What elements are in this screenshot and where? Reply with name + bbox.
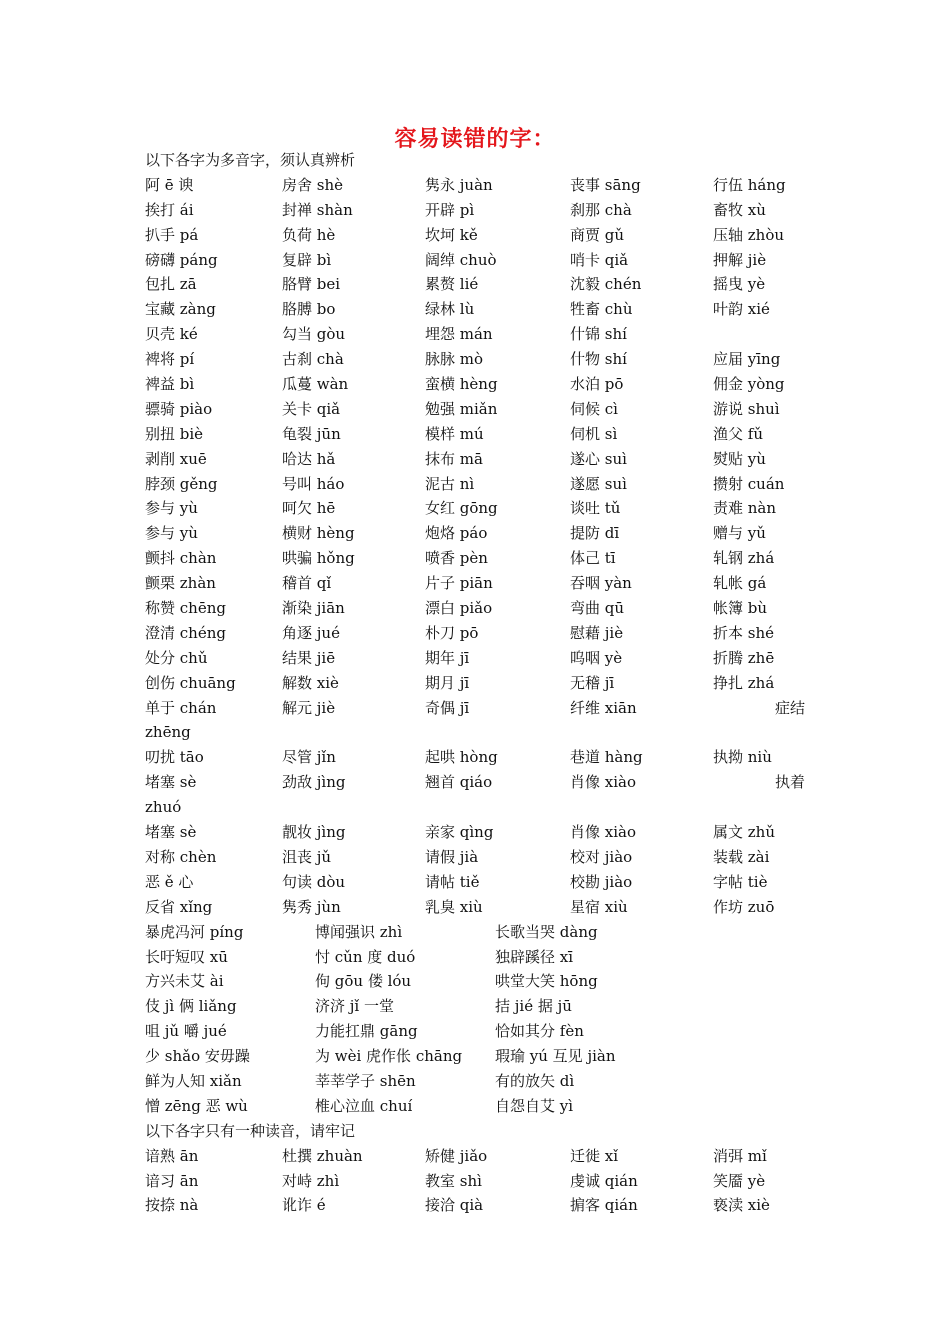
idiom-entry: 恰如其分 fèn (495, 1022, 584, 1041)
word-row (145, 1144, 825, 1169)
word-entry: 句读 dòu (282, 872, 346, 891)
word-row (145, 820, 825, 845)
word-entry: 古刹 chà (282, 350, 344, 369)
word-entry: 笑靥 yè (713, 1171, 766, 1190)
word-entry: 谈吐 tǔ (570, 499, 621, 518)
word-entry: 呜咽 yè (570, 648, 623, 667)
content-block (145, 148, 825, 1218)
word-entry: 迁徙 xǐ (570, 1146, 619, 1165)
idiom-row (145, 1069, 825, 1094)
word-entry: 称赞 chēng (145, 599, 226, 618)
word-entry: 叨扰 tāo (145, 748, 204, 767)
word-row (145, 422, 825, 447)
word-entry: 剥削 xuē (145, 449, 207, 468)
word-entry: 奇偶 jī (425, 698, 470, 717)
word-entry: 折本 shé (713, 623, 775, 642)
word-entry: 亲家 qìng (425, 823, 494, 842)
idiom-entry: 博闻强识 zhì (315, 922, 403, 941)
word-entry: 勉强 miǎn (425, 399, 498, 418)
word-entry: 校对 jiào (570, 847, 633, 866)
word-entry: 刹那 chà (570, 200, 632, 219)
word-entry: 行伍 háng (713, 175, 786, 194)
word-entry: 参与 yù (145, 499, 198, 518)
idiom-entry: 少 shǎo 安毋躁 (145, 1047, 250, 1066)
word-entry: 封禅 shàn (282, 200, 353, 219)
word-row (145, 696, 825, 721)
word-entry: 房舍 shè (282, 175, 344, 194)
word-row (145, 546, 825, 571)
word-entry: 蛮横 hèng (425, 375, 498, 394)
wrap-continuation: zhēng (145, 723, 191, 742)
word-entry: 畜牧 xù (713, 200, 766, 219)
idiom-row (145, 969, 825, 994)
word-row (145, 770, 825, 795)
word-entry: 参与 yù (145, 524, 198, 543)
idiom-entry: 莘莘学子 shēn (315, 1071, 416, 1090)
word-entry: 熨贴 yù (713, 449, 766, 468)
word-entry: 丧事 sāng (570, 175, 641, 194)
word-row (145, 173, 825, 198)
word-entry: 单于 chán (145, 698, 217, 717)
word-entry: 包扎 zā (145, 275, 197, 294)
word-entry: 谙熟 ān (145, 1146, 199, 1165)
idiom-entry: 自怨自艾 yì (495, 1096, 574, 1115)
word-entry: 解元 jiè (282, 698, 336, 717)
word-entry: 伺机 sì (570, 424, 618, 443)
word-entry: 执拗 niù (713, 748, 772, 767)
word-entry: 游说 shuì (713, 399, 780, 418)
idiom-entry: 为 wèi 虎作伥 chāng (315, 1047, 463, 1066)
idiom-row (145, 920, 825, 945)
word-row (145, 472, 825, 497)
word-row (145, 596, 825, 621)
word-row (145, 372, 825, 397)
word-entry: 纤维 xiān (570, 698, 637, 717)
word-entry: 消弭 mǐ (713, 1146, 767, 1165)
idiom-entry: 伎 jì 俩 liǎng (145, 997, 237, 1016)
word-entry: 脖颈 gěng (145, 474, 218, 493)
word-entry: 轧钢 zhá (713, 549, 775, 568)
idiom-entry: 瑕瑜 yú 互见 jiàn (495, 1047, 616, 1066)
word-entry: 号叫 háo (282, 474, 345, 493)
word-entry: 请帖 tiě (425, 872, 480, 891)
word-entry: 宝藏 zàng (145, 300, 216, 319)
word-entry: 模样 mú (425, 424, 484, 443)
word-entry: 澄清 chéng (145, 623, 226, 642)
word-entry: 脉脉 mò (425, 350, 484, 369)
word-entry: 复辟 bì (282, 250, 332, 269)
idiom-entry: 椎心泣血 chuí (315, 1096, 413, 1115)
word-entry: 处分 chǔ (145, 648, 208, 667)
word-entry: 阔绰 chuò (425, 250, 497, 269)
word-entry: 掮客 qián (570, 1196, 638, 1215)
idiom-entry: 长歌当哭 dàng (495, 922, 598, 941)
word-entry: 折腾 zhē (713, 648, 775, 667)
word-entry: 肖像 xiào (570, 773, 636, 792)
idiom-row (145, 1044, 825, 1069)
word-entry: 装载 zài (713, 847, 770, 866)
idiom-row (145, 1094, 825, 1119)
word-entry: 堵塞 sè (145, 773, 197, 792)
word-entry: 牲畜 chù (570, 300, 633, 319)
word-entry: 沈毅 chén (570, 275, 642, 294)
idiom-entry: 忖 cǔn 度 duó (315, 947, 416, 966)
word-entry: 勾当 gòu (282, 325, 346, 344)
idiom-row (145, 994, 825, 1019)
word-entry: 压轴 zhòu (713, 225, 785, 244)
word-entry: 押解 jiè (713, 250, 767, 269)
word-entry: 片子 piān (425, 574, 493, 593)
word-entry: 负荷 hè (282, 225, 336, 244)
word-row (145, 322, 825, 347)
word-entry: 坎坷 kě (425, 225, 478, 244)
word-entry: 龟裂 jūn (282, 424, 341, 443)
word-entry: 骠骑 piào (145, 399, 213, 418)
section-intro-single-reading: 以下各字只有一种读音，请牢记 (145, 1121, 356, 1140)
word-entry: 颤栗 zhàn (145, 574, 216, 593)
word-entry: 赠与 yǔ (713, 524, 766, 543)
word-entry: 哨卡 qiǎ (570, 250, 629, 269)
word-row (145, 223, 825, 248)
word-entry: 无稽 jī (570, 673, 615, 692)
word-entry: 胳臂 bei (282, 275, 341, 294)
idiom-entry: 佝 gōu 偻 lóu (315, 972, 412, 991)
word-entry: 慰藉 jiè (570, 623, 624, 642)
word-entry: 稽首 qǐ (282, 574, 332, 593)
word-entry: 教室 shì (425, 1171, 482, 1190)
word-entry: 星宿 xiù (570, 897, 628, 916)
word-entry: 靓妆 jìng (282, 823, 346, 842)
word-entry: 结果 jiē (282, 648, 336, 667)
idiom-entry: 长吁短叹 xū (145, 947, 228, 966)
word-entry: 属文 zhǔ (713, 823, 775, 842)
word-entry: 虔诚 qián (570, 1171, 638, 1190)
word-row (145, 870, 825, 895)
word-entry: 挨打 ái (145, 200, 194, 219)
word-entry: 开辟 pì (425, 200, 475, 219)
word-entry: 扒手 pá (145, 225, 199, 244)
idiom-entry: 拮 jié 据 jū (495, 997, 572, 1016)
word-entry: 颤抖 chàn (145, 549, 217, 568)
word-entry: 沮丧 jǔ (282, 847, 332, 866)
word-entry: 按捺 nà (145, 1196, 199, 1215)
word-entry: 呵欠 hē (282, 499, 336, 518)
word-entry: 遂愿 suì (570, 474, 627, 493)
word-row (145, 272, 825, 297)
page-title: 容易读错的字： (394, 126, 556, 152)
word-row (145, 496, 825, 521)
word-entry: 体己 tī (570, 549, 616, 568)
word-entry: 攒射 cuán (713, 474, 785, 493)
word-entry: 巷道 hàng (570, 748, 643, 767)
word-entry: 磅礴 páng (145, 250, 218, 269)
idiom-entry: 哄堂大笑 hōng (495, 972, 598, 991)
idiom-entry: 有的放矢 dì (495, 1071, 575, 1090)
word-row (145, 621, 825, 646)
word-entry: 炮烙 páo (425, 524, 488, 543)
word-entry: 什锦 shí (570, 325, 627, 344)
word-entry: 佣金 yòng (713, 375, 785, 394)
word-row (145, 1193, 825, 1218)
idiom-entry: 咀 jǔ 嚼 jué (145, 1022, 227, 1041)
word-entry: 症结 (774, 698, 805, 717)
word-entry: 隽永 juàn (425, 175, 493, 194)
idiom-row (145, 1019, 825, 1044)
idiom-entry: 方兴未艾 ài (145, 972, 224, 991)
word-row (145, 347, 825, 372)
word-entry: 遂心 suì (570, 449, 627, 468)
word-entry: 肖像 xiào (570, 823, 636, 842)
word-row (145, 397, 825, 422)
word-entry: 讹诈 é (282, 1196, 326, 1215)
word-entry: 瓜蔓 wàn (282, 375, 349, 394)
word-entry: 渐染 jiān (282, 599, 345, 618)
word-entry: 漂白 piǎo (425, 599, 493, 618)
word-entry: 对称 chèn (145, 847, 217, 866)
word-entry: 提防 dī (570, 524, 620, 543)
word-entry: 帐簿 bù (713, 599, 768, 618)
word-entry: 商贾 gǔ (570, 225, 625, 244)
word-entry: 裨将 pí (145, 350, 195, 369)
word-entry: 谙习 ān (145, 1171, 199, 1190)
word-entry: 执着 (774, 773, 805, 792)
word-entry: 解数 xiè (282, 673, 339, 692)
word-entry: 裨益 bì (145, 375, 195, 394)
word-entry: 渔父 fǔ (713, 424, 763, 443)
word-entry: 哈达 hǎ (282, 449, 336, 468)
word-row (145, 646, 825, 671)
word-entry: 请假 jià (425, 847, 479, 866)
word-entry: 矫健 jiǎo (425, 1146, 488, 1165)
word-row (145, 447, 825, 472)
word-entry: 创伤 chuāng (145, 673, 236, 692)
word-entry: 弯曲 qū (570, 599, 625, 618)
word-entry: 什物 shí (570, 350, 627, 369)
word-entry: 别扭 biè (145, 424, 204, 443)
word-row (145, 248, 825, 273)
section-intro-polyphonic: 以下各字为多音字，须认真辨析 (145, 151, 356, 169)
word-entry: 角逐 jué (282, 623, 340, 642)
word-entry: 胳膊 bo (282, 300, 336, 319)
word-entry: 恶 ě 心 (145, 872, 194, 891)
word-row (145, 297, 825, 322)
word-entry: 对峙 zhì (282, 1171, 340, 1190)
word-entry: 字帖 tiè (713, 872, 768, 891)
word-entry: 校勘 jiào (570, 872, 633, 891)
idiom-entry: 憎 zēng 恶 wù (145, 1096, 248, 1115)
word-entry: 轧帐 gá (713, 574, 767, 593)
word-entry: 期年 jī (425, 648, 470, 667)
word-entry: 朴刀 pō (425, 623, 479, 642)
word-entry: 吞咽 yàn (570, 574, 632, 593)
word-entry: 埋怨 mán (425, 325, 493, 344)
word-entry: 杜撰 zhuàn (282, 1146, 363, 1165)
word-entry: 关卡 qiǎ (282, 399, 341, 418)
idiom-entry: 鲜为人知 xiǎn (145, 1071, 242, 1090)
idiom-row (145, 945, 825, 970)
word-entry: 叶韵 xié (713, 300, 770, 319)
word-entry: 阿 ē 谀 (145, 175, 194, 194)
word-row (145, 895, 825, 920)
word-entry: 隽秀 jùn (282, 897, 341, 916)
word-entry: 作坊 zuō (713, 897, 775, 916)
word-entry: 反省 xǐng (145, 897, 213, 916)
word-entry: 水泊 pō (570, 375, 624, 394)
word-entry: 喷香 pèn (425, 549, 488, 568)
word-entry: 女红 gōng (425, 499, 498, 518)
word-entry: 期月 jī (425, 673, 470, 692)
word-entry: 贝壳 ké (145, 325, 198, 344)
word-entry: 挣扎 zhá (713, 673, 775, 692)
word-entry: 应届 yīng (713, 350, 781, 369)
word-row (145, 521, 825, 546)
word-row (145, 571, 825, 596)
word-entry: 接洽 qià (425, 1196, 484, 1215)
word-entry: 尽管 jǐn (282, 748, 336, 767)
wrap-continuation: zhuó (145, 798, 182, 817)
idiom-entry: 力能扛鼎 gāng (315, 1022, 418, 1041)
word-entry: 亵渎 xiè (713, 1196, 770, 1215)
word-entry: 堵塞 sè (145, 823, 197, 842)
word-entry: 起哄 hòng (425, 748, 498, 767)
idiom-entry: 暴虎冯河 píng (145, 922, 244, 941)
idiom-entry: 济济 jǐ 一堂 (315, 997, 394, 1016)
word-row (145, 845, 825, 870)
word-entry: 伺候 cì (570, 399, 618, 418)
word-row (145, 198, 825, 223)
word-entry: 摇曳 yè (713, 275, 766, 294)
word-row (145, 745, 825, 770)
word-entry: 抹布 mā (425, 449, 483, 468)
word-entry: 哄骗 hǒng (282, 549, 355, 568)
word-entry: 乳臭 xiù (425, 897, 483, 916)
word-entry: 横财 hèng (282, 524, 355, 543)
word-entry: 劲敌 jìng (282, 773, 346, 792)
word-entry: 泥古 nì (425, 474, 475, 493)
word-entry: 责难 nàn (713, 499, 777, 518)
word-row (145, 671, 825, 696)
word-row (145, 1169, 825, 1194)
idiom-entry: 独辟蹊径 xī (495, 947, 574, 966)
word-entry: 绿林 lù (425, 300, 475, 319)
word-entry: 累赘 lié (425, 275, 479, 294)
word-entry: 翘首 qiáo (425, 773, 493, 792)
